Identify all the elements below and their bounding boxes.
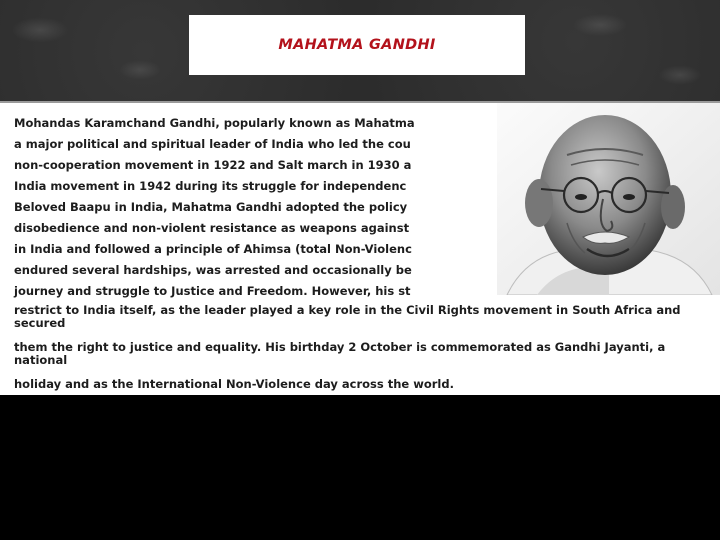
body-line: India movement in 1942 during its struggle for independenc [14,179,407,193]
body-line: Mohandas Karamchand Gandhi, popularly known as Mahatma [14,116,415,130]
slide-title: MAHATMA GANDHI [278,37,436,53]
body-line: endured several hardships, was arrested and occasionally be [14,263,412,277]
body-line: journey and struggle to Justice and Freedom. However, his st [14,284,411,298]
body-line: disobedience and non-violent resistance as weapons against [14,221,410,235]
body-line: them the right to justice and equality. His birthday 2 October is commemorated as Gandhi Jayanti, a national [14,340,666,367]
body-line: a major political and spiritual leader of India who led the cou [14,137,411,151]
body-line: in India and followed a principle of Ahimsa (total Non-Violenc [14,242,412,256]
portrait-photo [497,103,720,295]
body-line: non-cooperation movement in 1922 and Salt march in 1930 a [14,158,412,172]
body-line: holiday and as the International Non-Violence day across the world. [14,377,454,391]
portrait-image [497,103,720,295]
title-box [189,15,525,75]
body-line: Beloved Baapu in India, Mahatma Gandhi adopted the policy [14,200,408,214]
body-line: restrict to India itself, as the leader played a key role in the Civil Rights movement in South Africa and secured [14,303,681,330]
